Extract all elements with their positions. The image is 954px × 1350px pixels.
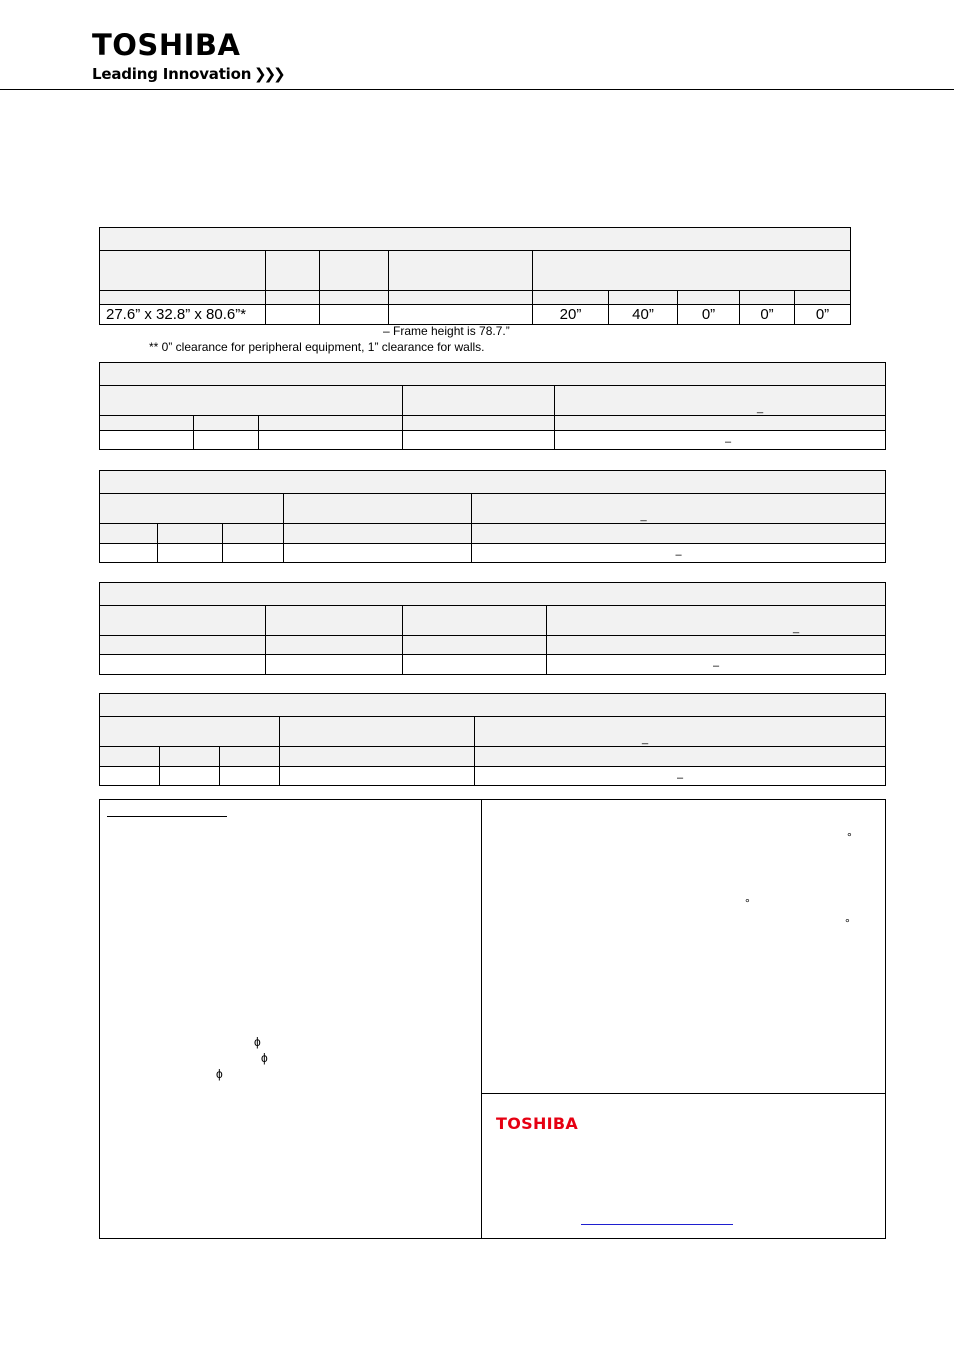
degree-symbol: ° xyxy=(845,916,850,930)
section-heading-underline xyxy=(107,816,227,817)
spec-table-3 xyxy=(99,470,886,563)
clearance-value: 0” xyxy=(740,305,795,325)
clearance-value: 40” xyxy=(609,305,678,325)
dash-mark: – xyxy=(712,660,720,672)
phase-symbol: ϕ xyxy=(254,1035,261,1049)
phase-symbol: ϕ xyxy=(261,1051,268,1065)
website-link[interactable] xyxy=(581,1224,733,1225)
header-divider xyxy=(0,89,954,90)
header-cell xyxy=(100,251,266,291)
logo-tagline: Leading Innovation xyxy=(92,65,252,83)
frame-height-note: – Frame height is 78.7.” xyxy=(383,324,510,338)
degree-symbol: ° xyxy=(847,830,852,844)
dash-mark: _ xyxy=(640,510,647,522)
dash-mark: _ xyxy=(641,733,649,745)
clearance-value: 0” xyxy=(795,305,851,325)
header-cell xyxy=(266,251,320,291)
clearance-value: 0” xyxy=(678,305,740,325)
clearance-note: ** 0” clearance for peripheral equipment, 1” clearance for walls. xyxy=(149,340,485,354)
toshiba-logo: TOSHIBA xyxy=(92,28,241,62)
clearance-header-cell xyxy=(533,251,851,291)
dimensions-table xyxy=(99,227,851,325)
table-title-row xyxy=(100,228,851,251)
dash-mark: – xyxy=(675,548,682,561)
dash-mark: _ xyxy=(756,402,764,414)
clearance-value: 20” xyxy=(533,305,609,325)
spec-table-4 xyxy=(99,582,886,675)
column-divider xyxy=(481,799,482,1239)
tagline-arrows-icon: ❯❯❯ xyxy=(254,65,283,83)
features-box xyxy=(99,799,886,1239)
spec-table-2 xyxy=(99,362,886,450)
header-cell xyxy=(320,251,389,291)
spec-table-5 xyxy=(99,693,886,786)
degree-symbol: ° xyxy=(745,896,750,910)
contact-divider xyxy=(482,1093,885,1094)
dash-mark: _ xyxy=(792,622,800,634)
header-cell xyxy=(389,251,533,291)
size-value: 27.6” x 32.8” x 80.6”* xyxy=(100,305,266,325)
phase-symbol: ϕ xyxy=(216,1067,223,1081)
dash-mark: – xyxy=(724,435,732,448)
footer-brand-logo: TOSHIBA xyxy=(496,1114,579,1133)
dash-mark: – xyxy=(676,771,684,784)
